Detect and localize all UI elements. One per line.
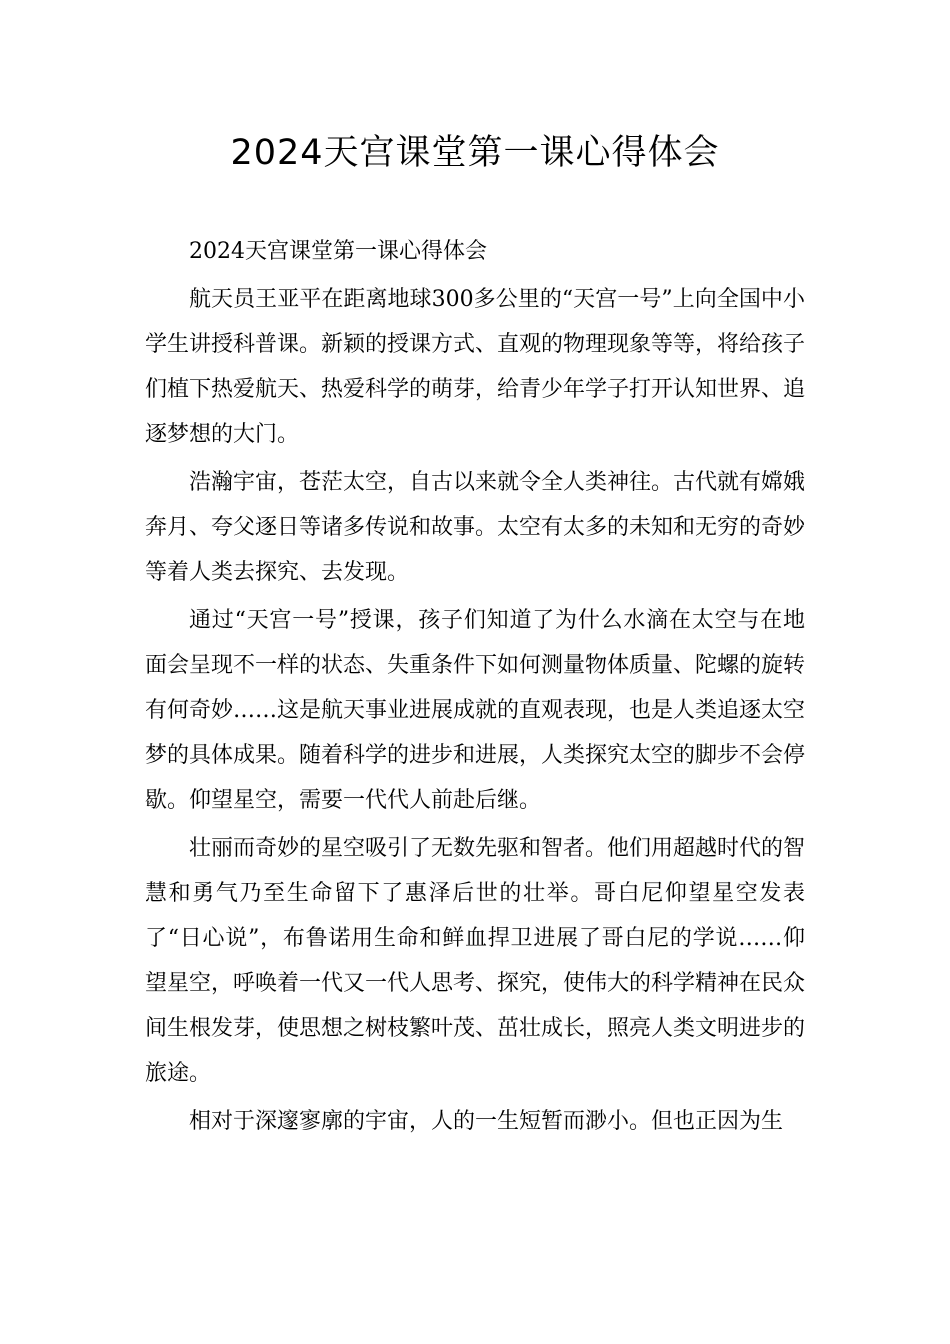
paragraph-subtitle: 2024天宫课堂第一课心得体会	[189, 239, 487, 264]
document-title: 2024天宫课堂第一课心得体会	[230, 133, 720, 173]
paragraph: 壮丽而奇妙的星空吸引了无数先驱和智者。他们用超越时代的智慧和勇气乃至生命留下了惠泽后世的壮举。哥白尼仰望星空发表了“日心说”，布鲁诺用生命和鲜血捍卫进展了哥白尼的学说……仰望星空，呼唤着一代又一代人思考、探究，使伟大的科学精神在民众间生根发芽，使思想之树枝繁叶茂、茁壮成长，照亮人类文明进步的旅途。	[145, 836, 806, 1086]
paragraph: 通过“天宫一号”授课，孩子们知道了为什么水滴在太空与在地面会呈现不一样的状态、失重条件下如何测量物体质量、陀螺的旋转有何奇妙……这是航天事业进展成就的直观表现，也是人类追逐太空梦的具体成果。随着科学的进步和进展，人类探究太空的脚步不会停歇。仰望星空，需要一代代人前赴后继。	[145, 608, 806, 813]
paragraph: 航天员王亚平在距离地球300多公里的“天宫一号”上向全国中小学生讲授科普课。新颖的授课方式、直观的物理现象等等，将给孩子们植下热爱航天、热爱科学的萌芽，给青少年学子打开认知世界、追逐梦想的大门。	[145, 287, 806, 447]
paragraph: 浩瀚宇宙，苍茫太空，自古以来就令全人类神往。古代就有嫦娥奔月、夸父逐日等诸多传说和故事。太空有太多的未知和无穷的奇妙等着人类去探究、去发现。	[145, 470, 806, 585]
paragraph: 相对于深邃寥廓的宇宙，人的一生短暂而渺小。但也正因为生	[189, 1109, 784, 1134]
document-body	[145, 229, 805, 1147]
